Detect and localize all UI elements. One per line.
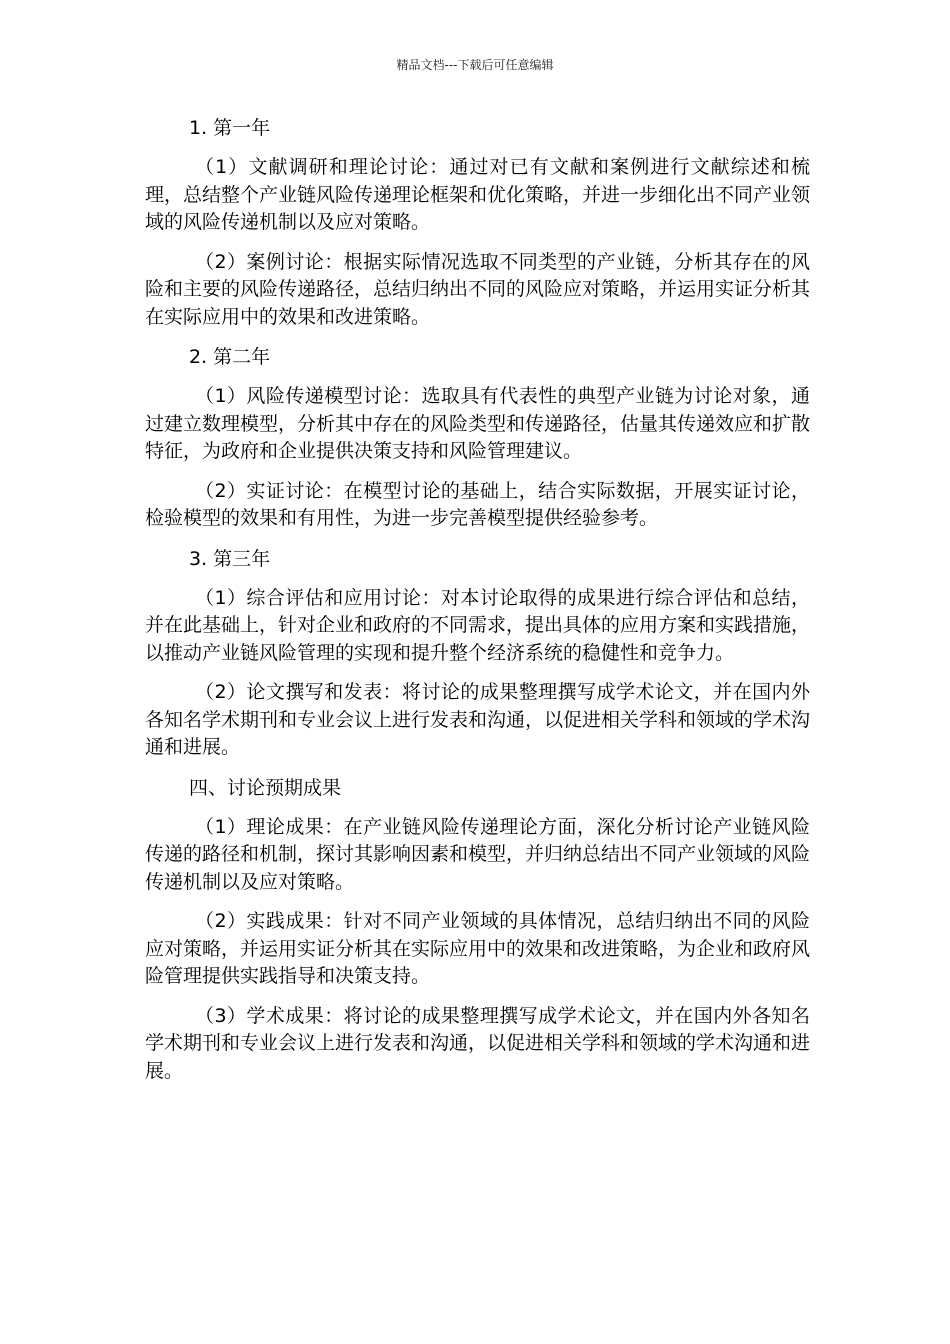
paragraph-outcome-practice: （2）实践成果：针对不同产业领域的具体情况，总结归纳出不同的风险应对策略，并运用实证分析其在实际应用中的效果和改进策略，为企业和政府风险管理提供实践指导和决策支持。 — [145, 910, 811, 987]
paragraph-year-3-item-2: （2）论文撰写和发表：将讨论的成果整理撰写成学术论文，并在国内外各知名学术期刊和专业会议上进行发表和沟通，以促进相关学科和领域的学术沟通和进展。 — [145, 681, 811, 758]
section-heading-year-2: 2. 第二年 — [189, 346, 271, 368]
paragraph-year-2-item-2: （2）实证讨论：在模型讨论的基础上，结合实际数据，开展实证讨论，检验模型的效果和有用性，为进一步完善模型提供经验参考。 — [145, 479, 810, 529]
paragraph-year-2-item-1: （1）风险传递模型讨论：选取具有代表性的典型产业链为讨论对象，通过建立数理模型，分析其中存在的风险类型和传递路径，估量其传递效应和扩散特征，为政府和企业提供决策支持和风险管理建议。 — [145, 385, 811, 462]
paragraph-outcome-theory: （1）理论成果：在产业链风险传递理论方面，深化分析讨论产业链风险传递的路径和机制，探讨其影响因素和模型，并归纳总结出不同产业领域的风险传递机制以及应对策略。 — [145, 815, 811, 893]
paragraph-outcome-academic: （3）学术成果：将讨论的成果整理撰写成学术论文，并在国内外各知名学术期刊和专业会议上进行发表和沟通，以促进相关学科和领域的学术沟通和进展。 — [145, 1004, 811, 1082]
section-heading-expected-outcomes: 四、讨论预期成果 — [189, 776, 342, 799]
paragraph-year-1-item-2: （2）案例讨论：根据实际情况选取不同类型的产业链，分析其存在的风险和主要的风险传递路径，总结归纳出不同的风险应对策略，并运用实证分析其在实际应用中的效果和改进策略。 — [145, 250, 811, 328]
paragraph-year-3-item-1: （1）综合评估和应用讨论：对本讨论取得的成果进行综合评估和总结，并在此基础上，针对企业和政府的不同需求，提出具体的应用方案和实践措施，以推动产业链风险管理的实现和提升整个经济系统的稳健性和竞争力。 — [145, 586, 811, 664]
paragraph-year-1-item-1: （1）文献调研和理论讨论：通过对已有文献和案例进行文献综述和梳理，总结整个产业链风险传递理论框架和优化策略，并进一步细化出不同产业领域的风险传递机制以及应对策略。 — [145, 156, 811, 233]
page-header: 精品文档---下载后可任意编辑 — [396, 58, 554, 72]
document-body — [145, 114, 810, 1097]
section-heading-year-1: 1. 第一年 — [189, 117, 271, 139]
section-heading-year-3: 3. 第三年 — [189, 547, 271, 570]
